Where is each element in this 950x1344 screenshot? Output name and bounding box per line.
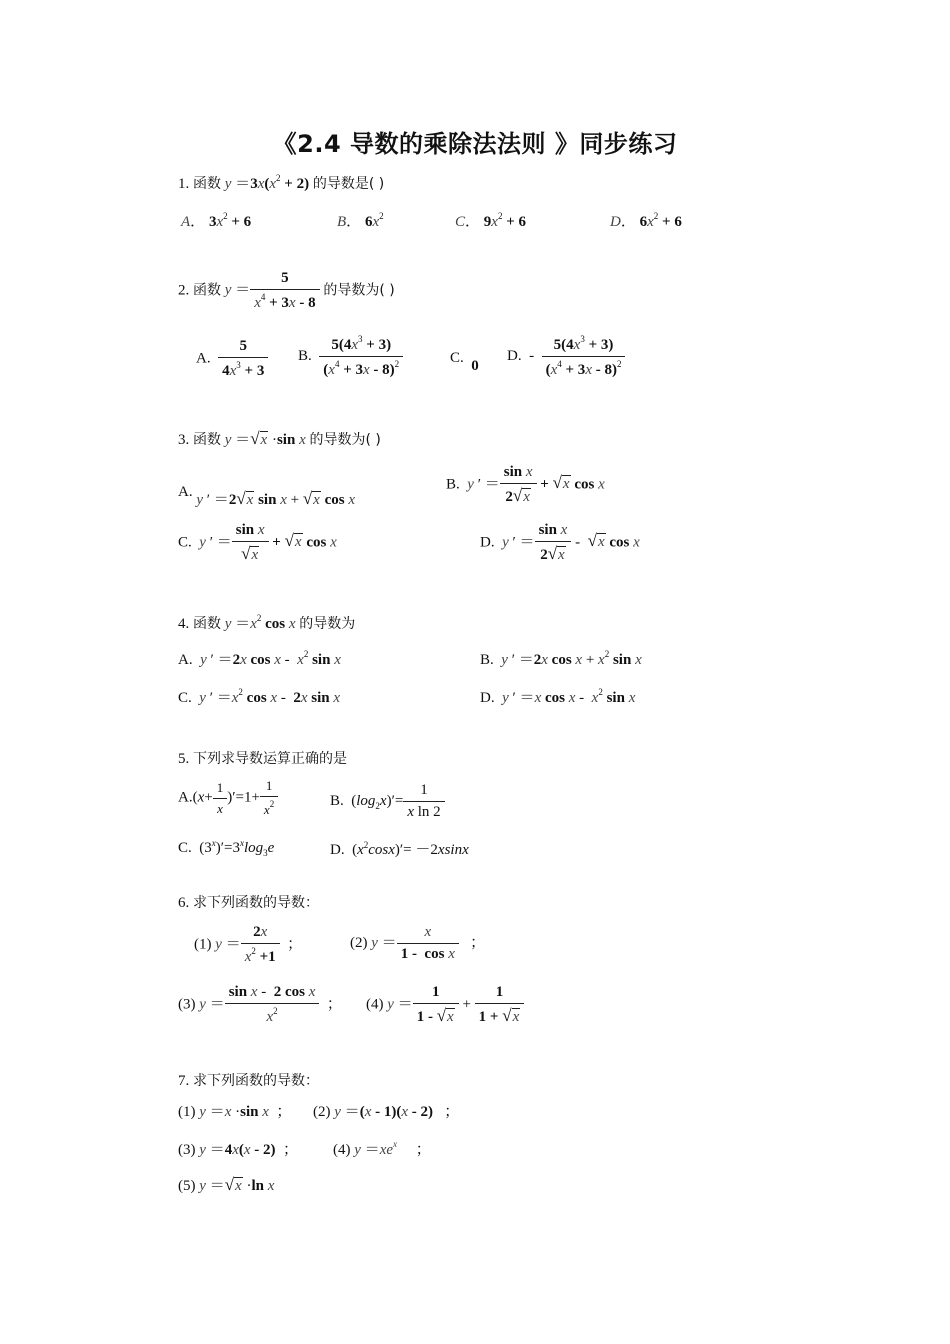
question-suffix: 的导数为( ) bbox=[309, 432, 381, 448]
item-2: (2) y ＝(x - 1)(x - 2) ； bbox=[313, 1104, 460, 1120]
option-b: B. $\frac{5(4x^3 + 3)}{(x^4 + 3x - 8)^2}$ bbox=[298, 334, 403, 379]
question-suffix: 的导数是( ) bbox=[312, 176, 385, 192]
option-d: D. $(x^2\cos x)'= -2xsinx$ bbox=[330, 840, 469, 858]
page-title: 《2.4 导数的乘除法法则 》同步练习 bbox=[272, 130, 678, 158]
question-prefix: 函数 bbox=[193, 432, 221, 448]
item-2: (2) y ＝ $\frac{x}{\text{1 - cos x}}$ ； bbox=[350, 924, 486, 962]
question-number: 1. bbox=[178, 176, 190, 192]
option-c: C. y ′ ＝ $\frac{\text{sin x}}{√x}$ + √x cos x bbox=[178, 522, 337, 563]
option-c: C. 0 bbox=[450, 350, 479, 374]
question-number: 7. bbox=[178, 1073, 190, 1089]
item-1: (1) y ＝x ·sin x ； bbox=[178, 1104, 292, 1120]
item-1: (1) y ＝ $\frac{2x}{x^2 +1}$ ； bbox=[194, 924, 303, 965]
question-1 bbox=[178, 172, 384, 193]
option-a: A. $\frac{5}{4x^3 + 3}$ bbox=[196, 338, 268, 380]
question-number: 4. bbox=[178, 616, 190, 632]
option-c: C. y ′ $=x^2$ cos x - 2x sin x bbox=[178, 687, 341, 706]
question-text: 求下列函数的导数： bbox=[193, 1073, 319, 1089]
option-c: C. $(3^x)'=3^x\log_3e$ bbox=[178, 838, 275, 858]
question-3 bbox=[178, 428, 381, 449]
question-number: 5. bbox=[178, 751, 190, 767]
option-c: C． $9x^2 + 6$ bbox=[455, 211, 527, 230]
question-text: 下列求导数运算正确的是 bbox=[193, 751, 347, 767]
option-d: D. y ′ ＝ $\frac{\text{sin x}}{2√x}$ - √x cos x bbox=[480, 522, 640, 563]
item-3: (3) y ＝ $\frac{\text{sin x - 2 cos x}}{x^2}$ ； bbox=[178, 984, 342, 1025]
question-prefix: 函数 bbox=[193, 616, 221, 632]
option-b: B． $6x^2$ bbox=[337, 211, 384, 230]
question-number: 2. bbox=[178, 282, 190, 299]
question-text: 求下列函数的导数： bbox=[193, 895, 319, 911]
question-prefix: 函数 bbox=[193, 176, 221, 192]
option-d: D. - $\frac{5(4x^3 + 3)}{(x^4 + 3x - 8)^2}$ bbox=[507, 334, 625, 379]
option-a: A． $3x^2 + 6$ bbox=[181, 211, 252, 230]
question-number: 3. bbox=[178, 432, 190, 448]
item-4: (4) $y =xe^x$ ； bbox=[333, 1139, 431, 1158]
question-expression: $y =3x(x^2 + 2)$ bbox=[224, 173, 310, 192]
question-number: 6. bbox=[178, 895, 190, 911]
question-5 bbox=[178, 748, 347, 768]
question-4 bbox=[178, 612, 355, 633]
question-7 bbox=[178, 1070, 319, 1090]
option-d: D． $6x^2 + 6$ bbox=[610, 211, 682, 230]
item-4: (4) y ＝ $\frac{1}{1 - √x}$ + $\frac{1}{1 + √x}$ bbox=[366, 984, 524, 1026]
question-expression: $y =x^2$ cos x bbox=[224, 613, 296, 632]
question-expression: y ＝ $\frac{5}{x^4 + 3x - 8}$ bbox=[225, 282, 320, 298]
item-3: (3) y ＝4x(x - 2) ； bbox=[178, 1142, 299, 1158]
option-b: B. y ′ ＝2x $\cos x + x^2$ sin x bbox=[480, 649, 642, 668]
question-suffix: 的导数为( ) bbox=[323, 282, 395, 299]
option-a: A. y ′ ＝2√x sin x + √x cos x bbox=[178, 484, 356, 508]
option-a: A.(x+ $\frac{1}{x}$ )′=1+ $\frac{1}{x^2}$ bbox=[178, 778, 278, 818]
option-d: D. y ′ ＝x cos x - $x^2$ sin x bbox=[480, 687, 636, 706]
question-suffix: 的导数为 bbox=[299, 616, 356, 632]
question-prefix: 函数 bbox=[193, 282, 221, 299]
option-b: B. $(\log_2x)'=$ $\frac{1}{\text{x ln 2}}$ bbox=[330, 782, 445, 821]
option-b: B. y ′ ＝ $\frac{\text{sin x}}{2√x}$ + √x cos x bbox=[446, 464, 605, 505]
item-5: (5) y ＝√x ·ln x bbox=[178, 1175, 275, 1194]
question-6 bbox=[178, 892, 319, 912]
question-expression: y ＝√x ·sin x bbox=[224, 429, 306, 448]
option-a: A. y ′ ＝2x cos x - $x^2$ sin x bbox=[178, 649, 341, 668]
question-2 bbox=[178, 270, 395, 312]
